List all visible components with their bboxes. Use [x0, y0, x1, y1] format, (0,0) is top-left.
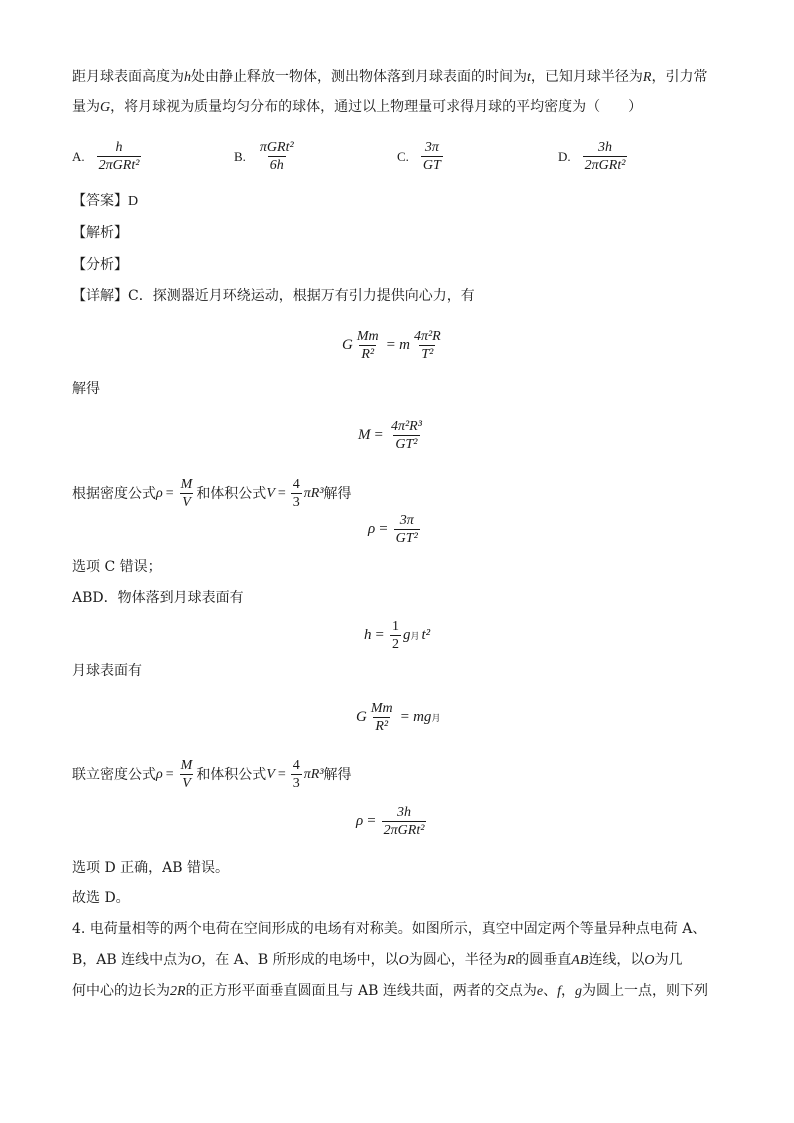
equation-mass: M = $\frac{\text{4π²R³}}{\text{GT²}}$ [358, 419, 422, 452]
q4-line-2: B，AB 连线中点为O，在 A、B 所形成的电场中，以O为圆心，半径为R的圆垂直AB连线，以O为几 [72, 952, 683, 968]
analysis-tag: 【解析】 [72, 225, 128, 241]
question-line-2: 量为G，将月球视为质量均匀分布的球体，通过以上物理量可求得月球的平均密度为（ ） [72, 99, 643, 115]
density-formula-line: 根据密度公式 ρ = $\frac{M}{V}$ 和体积公式 V = $\frac{4}{3}$ πR³ 解得 [72, 477, 352, 510]
q4-line-1: 4. 电荷量相等的两个电荷在空间形成的电场有对称美。如图所示，真空中固定两个等量异种点电荷 A、 [72, 921, 707, 937]
detail-line: 【详解】C．探测器近月环绕运动，根据万有引力提供向心力，有 [72, 288, 475, 304]
abd-line: ABD．物体落到月球表面有 [72, 590, 244, 606]
question-line-1: 距月球表面高度为h处由静止释放一物体，测出物体落到月球表面的时间为t，已知月球半径为R，引力常 [72, 69, 708, 85]
equation-surface-gravity: G $\frac{Mm}{\text{R²}}$ = mg 月 [356, 701, 441, 734]
equation-density-d: ρ = $\frac{3h}{\text{2πGRt²}}$ [356, 805, 425, 838]
surface-line: 月球表面有 [72, 663, 142, 679]
option-d: D. $\frac{3h}{\text{2πGRt²}}$ [558, 140, 626, 173]
density-formula-line-2: 联立密度公式 ρ = $\frac{M}{V}$ 和体积公式 V = $\frac{4}{3}$ πR³ 解得 [72, 758, 352, 791]
equation-free-fall: h = $\frac{1}{2}$ g 月 t² [364, 619, 431, 652]
option-c: C. $\frac{3\pi}{GT}$ [397, 140, 441, 173]
c-wrong: 选项 C 错误； [72, 559, 162, 575]
option-b: B. $\frac{\text{πGRt²}}{6h}$ [234, 140, 294, 173]
d-right: 选项 D 正确，AB 错误。 [72, 860, 229, 876]
option-a: A. $\frac{h}{\text{2πGRt²}}$ [72, 140, 140, 173]
q4-line-3: 何中心的边长为2R的正方形平面垂直圆面且与 AB 连线共面，两者的交点为e、f，g为圆上一点，则下列 [72, 983, 708, 999]
jiede-1: 解得 [72, 381, 100, 397]
fenxi-tag: 【分析】 [72, 257, 128, 273]
answer-line: 【答案】D [72, 193, 139, 209]
choose-line: 故选 D。 [72, 890, 130, 906]
equation-density-c: ρ = $\frac{3\pi}{\text{GT²}}$ [368, 513, 418, 546]
equation-gravity: G $\frac{Mm}{\text{R²}}$ = m $\frac{\text{4π²R}}{\text{T²}}$ [342, 329, 441, 362]
